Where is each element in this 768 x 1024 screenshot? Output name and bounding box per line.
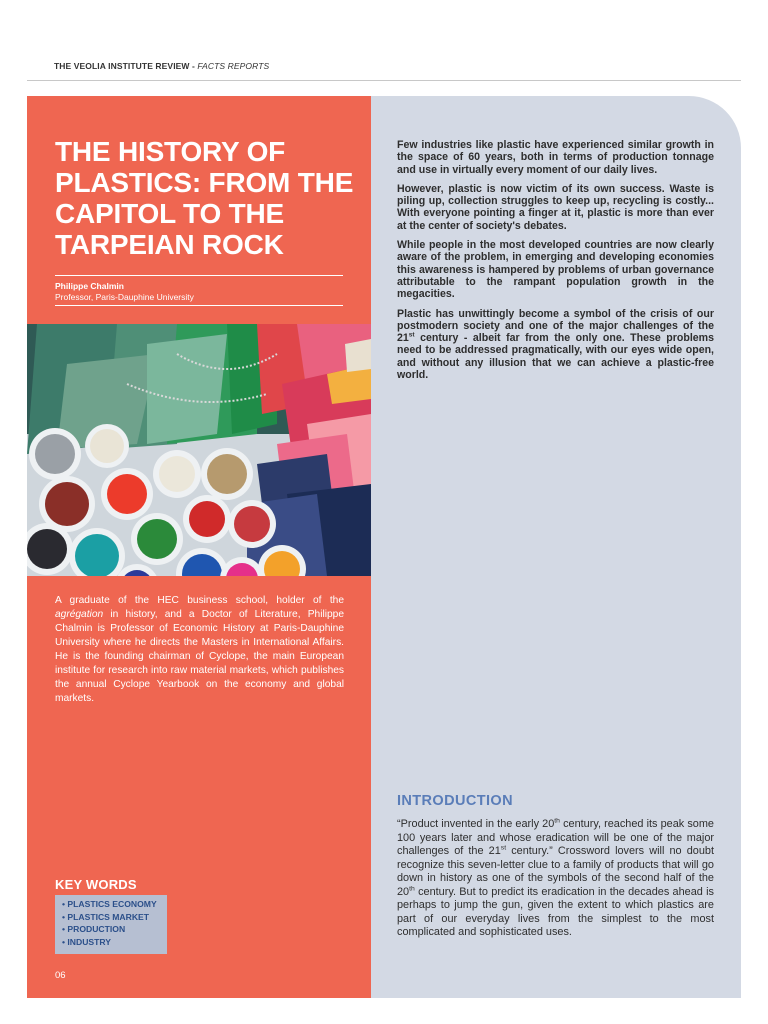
lead-paragraph-4: Plastic has unwittingly become a symbol of the crisis of our postmodern society and one of the major challenges of the 21st century - albeit far from the only one. These problems need to be addressed pragmatically, with our eyes wide open, and without any illusion that we can achieve a plastic-free world. xyxy=(397,307,714,382)
section-name: FACTS REPORTS xyxy=(197,61,270,71)
running-header xyxy=(54,61,269,71)
introduction-body: “Product invented in the early 20th century, reached its peak some 100 years later and whose eradication will be one of the major challenges of the 21st century.” Crossword lovers will no doubt recognize this seven-letter clue to a family of products that will go down in history as one of the symbols of the second half of the 20th century. But to predict its eradication in the decades ahead is perhaps to jump the gun, given the extent to which plastics are part of our everyday lives from the simplest to the most complicated and sophisticated uses. xyxy=(397,817,714,938)
lead-paragraph-3: While people in the most developed countries are now clearly aware of the problem, in emerging and developing economies this awareness is hampered by problems of urban governance attributable to the rampant population growth in the megacities. xyxy=(397,239,714,301)
author-name: Philippe Chalmin xyxy=(55,281,124,291)
publication-name: THE VEOLIA INSTITUTE REVIEW xyxy=(54,61,190,71)
lead-paragraphs xyxy=(397,139,714,388)
bio-text-2: in history, and a Doctor of Literature, Philippe Chalmin is Professor of Economic History at Paris-Dauphine University where he directs the Masters in International Affairs. He is the founding chairman of Cyclope, the main European institute for research into raw material markets, which publishes the annual Cyclope Yearbook on the economy and global markets. xyxy=(55,609,344,704)
author-role: Professor, Paris-Dauphine University xyxy=(55,292,194,302)
page-number: 06 xyxy=(55,970,66,981)
keyword-item: • PLASTICS ECONOMY xyxy=(62,899,157,909)
lead-paragraph-1: Few industries like plastic have experienced similar growth in the space of 60 years, both in terms of production tonnage and use in virtually every moment of our daily lives. xyxy=(397,139,714,176)
keyword-item: • PRODUCTION xyxy=(62,924,126,934)
bio-text-1: A graduate of the HEC business school, holder of the xyxy=(55,595,344,606)
plastic-samples-photo-icon xyxy=(27,324,371,576)
lead-paragraph-2: However, plastic is now victim of its own success. Waste is piling up, collection struggles to keep up, recycling is costly... With everyone pointing a finger at it, plastic is more than ever at the center of society's debates. xyxy=(397,182,714,232)
header-divider xyxy=(27,80,741,81)
keyword-item: • INDUSTRY xyxy=(62,936,112,947)
title-divider-bottom xyxy=(55,305,343,306)
keyword-item: • PLASTICS MARKET xyxy=(62,911,150,922)
bio-text-italic: agrégation xyxy=(55,609,104,620)
introduction-heading: INTRODUCTION xyxy=(397,793,513,809)
title-divider-top xyxy=(55,275,343,276)
header-separator: - xyxy=(189,61,198,71)
plastic-samples-photo xyxy=(27,324,371,576)
author-biography xyxy=(55,594,344,706)
keywords-title: KEY WORDS xyxy=(55,877,137,892)
article-title: THE HISTORY OF PLASTICS: FROM THE CAPITOL TO THE TARPEIAN ROCK xyxy=(55,136,354,260)
keywords-box xyxy=(55,895,167,954)
